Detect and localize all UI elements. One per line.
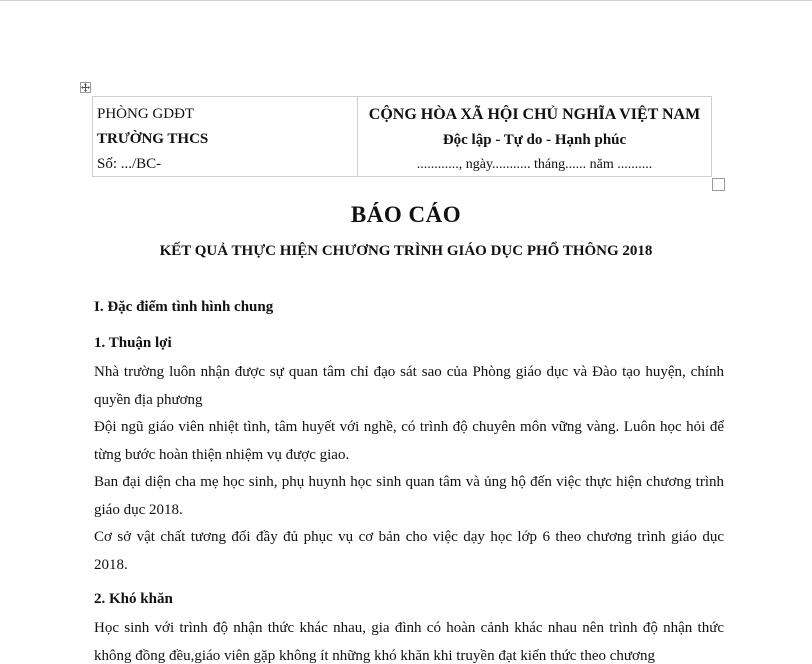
page-top-border xyxy=(0,0,812,1)
paragraph: Học sinh với trình độ nhận thức khác nhau, gia đình có hoàn cảnh khác nhau nên trình độ nhận thức không đồng đều,giáo viên gặp không ít những khó khăn khi truyền đạt kiến thức theo chương xyxy=(94,620,724,664)
paragraph: Cơ sở vật chất tương đối đầy đủ phục vụ cơ bản cho việc dạy học lớp 6 theo chương trình giáo dục 2018. xyxy=(94,529,724,573)
section-heading-general: I. Đặc điểm tình hình chung xyxy=(94,299,274,315)
school-name: TRƯỜNG THCS xyxy=(97,131,209,147)
header-table xyxy=(92,96,712,177)
advantages-body xyxy=(94,359,724,579)
subsection-heading-difficulties: 2. Khó khăn xyxy=(94,591,173,607)
paragraph: Ban đại diện cha mẹ học sinh, phụ huynh học sinh quan tâm và ủng hộ đến việc thực hiện chương trình giáo dục 2018. xyxy=(94,474,724,518)
table-resize-handle[interactable] xyxy=(712,178,725,191)
document-subtitle: KẾT QUẢ THỰC HIỆN CHƯƠNG TRÌNH GIÁO DỤC PHỔ THÔNG 2018 xyxy=(159,243,653,259)
difficulties-body xyxy=(94,615,724,664)
date-line: ............, ngày........... tháng...... năm .......... xyxy=(416,157,653,172)
department-name: PHÒNG GDĐT xyxy=(97,106,195,122)
national-motto: Độc lập - Tự do - Hạnh phúc xyxy=(442,132,627,148)
header-left-cell xyxy=(93,97,358,176)
table-move-handle-icon[interactable] xyxy=(80,82,91,93)
document-number: Số: .../BC- xyxy=(97,156,162,172)
subsection-heading-advantages: 1. Thuận lợi xyxy=(94,335,172,351)
header-right-cell xyxy=(358,97,711,176)
paragraph: Nhà trường luôn nhận được sự quan tâm chỉ đạo sát sao của Phòng giáo dục và Đào tạo huyện, chính quyền địa phương xyxy=(94,364,724,408)
document-title: BÁO CÁO xyxy=(350,202,462,227)
country-name: CỘNG HÒA XÃ HỘI CHỦ NGHĨA VIỆT NAM xyxy=(368,106,701,123)
paragraph: Đội ngũ giáo viên nhiệt tình, tâm huyết với nghề, có trình độ chuyên môn vững vàng. Luôn học hỏi để từng bước hoàn thiện nhiệm vụ được giao. xyxy=(94,419,724,463)
